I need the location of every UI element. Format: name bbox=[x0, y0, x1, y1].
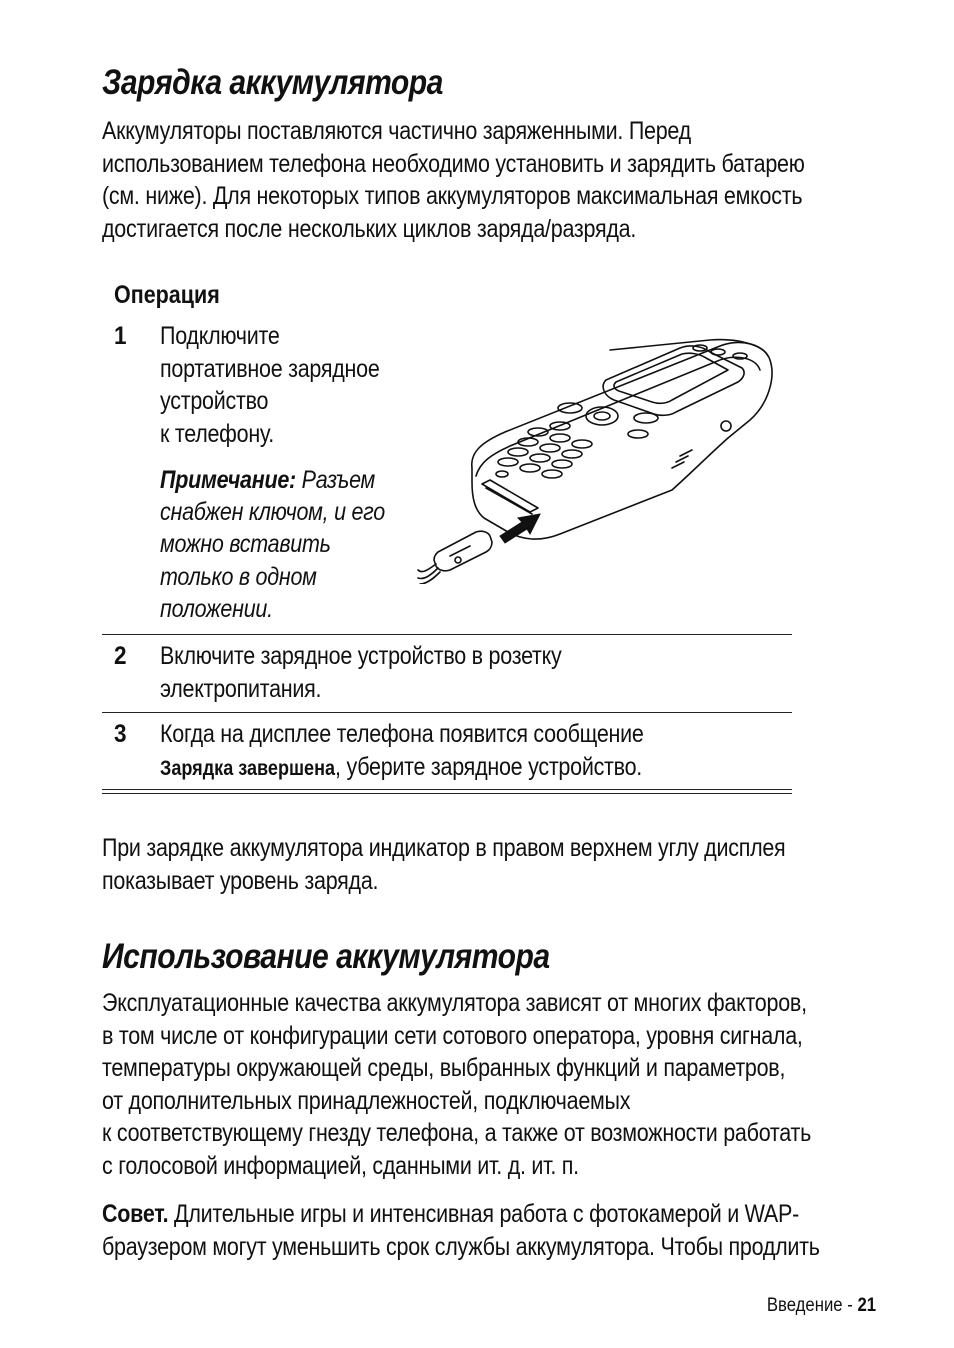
page-footer bbox=[767, 1294, 876, 1318]
note-line bbox=[160, 464, 385, 496]
step-number: 2 bbox=[114, 642, 127, 670]
para-line: Эксплуатационные качества аккумулятора зависят от многих факторов, bbox=[102, 989, 807, 1017]
para-line: к соответствующему гнезду телефона, а также от возможности работать bbox=[102, 1119, 812, 1147]
footer-section: Введение - bbox=[766, 1295, 858, 1316]
note-line: можно вставить bbox=[160, 530, 331, 559]
step-line: электропитания. bbox=[160, 674, 322, 703]
note-line: снабжен ключом, и его bbox=[160, 498, 385, 527]
tip-label: Совет. bbox=[102, 1200, 169, 1228]
table-end-rule bbox=[102, 789, 792, 790]
step-line: к телефону. bbox=[160, 419, 274, 448]
step-divider bbox=[102, 712, 792, 713]
note-text: Разъем bbox=[295, 466, 376, 494]
charger-plug bbox=[434, 531, 492, 571]
table-end-rule bbox=[102, 793, 792, 794]
para-line: с голосовой информацией, сданными ит. д. ит. п. bbox=[102, 1151, 579, 1180]
para-line: достигается после нескольких циклов заряда/разряда. bbox=[102, 214, 637, 243]
para-line: При зарядке аккумулятора индикатор в правом верхнем углу дисплея bbox=[102, 834, 786, 862]
display-message: Зарядка завершена bbox=[160, 756, 336, 780]
step-number: 1 bbox=[114, 322, 127, 350]
step-line: Подключите bbox=[160, 322, 280, 350]
page-number: 21 bbox=[857, 1295, 876, 1316]
step-line: портативное зарядное bbox=[160, 354, 380, 383]
battery-use-paragraph bbox=[102, 987, 876, 1182]
step-line bbox=[160, 751, 644, 786]
tip-text: Длительные игры и интенсивная работа с фотокамерой и WAP- bbox=[168, 1200, 799, 1228]
step-line: Включите зарядное устройство в розетку bbox=[160, 642, 562, 670]
nav-key bbox=[586, 407, 618, 425]
para-line: в том числе от конфигурации сети сотового оператора, уровня сигнала, bbox=[102, 1021, 803, 1050]
section-title-battery-use: Использование аккумулятора bbox=[102, 937, 550, 976]
step-1-text bbox=[160, 320, 380, 450]
para-line: показывает уровень заряда. bbox=[102, 866, 379, 895]
tip-line: браузером могут уменьшить срок службы аккумулятора. Чтобы продлить bbox=[102, 1232, 820, 1261]
step-3-text bbox=[160, 718, 644, 785]
indicator-paragraph bbox=[102, 832, 876, 897]
headset-jack bbox=[721, 421, 731, 431]
step-divider bbox=[102, 634, 792, 635]
phone-body bbox=[472, 342, 772, 539]
step-line: Когда на дисплее телефона появится сообщение bbox=[160, 720, 644, 748]
step-number: 3 bbox=[114, 720, 127, 748]
note-label: Примечание: bbox=[160, 466, 296, 494]
para-line: (см. ниже). Для некоторых типов аккумуляторов максимальная емкость bbox=[102, 182, 803, 210]
charger-socket bbox=[482, 480, 538, 512]
para-line: температуры окружающей среды, выбранных функций и параметров, bbox=[102, 1054, 786, 1082]
step-1-note bbox=[160, 464, 385, 625]
phone-charger-illustration bbox=[410, 334, 780, 584]
tip-line bbox=[102, 1198, 876, 1231]
charging-intro-paragraph bbox=[102, 115, 876, 245]
section-title-charging: Зарядка аккумулятора bbox=[102, 63, 443, 102]
step-line: устройство bbox=[160, 387, 269, 415]
para-line: использованием телефона необходимо установить и зарядить батарею bbox=[102, 149, 805, 178]
keypad bbox=[496, 428, 592, 478]
phone-screen bbox=[603, 346, 744, 415]
note-line: только в одном bbox=[160, 562, 317, 591]
para-line: от дополнительных принадлежностей, подключаемых bbox=[102, 1086, 631, 1115]
note-line: положении. bbox=[160, 594, 273, 623]
tip-paragraph bbox=[102, 1198, 876, 1263]
para-line: Аккумуляторы поставляются частично заряженными. Перед bbox=[102, 117, 691, 145]
step-line-rest: , уберите зарядное устройство. bbox=[335, 752, 642, 781]
operation-heading: Операция bbox=[114, 281, 220, 309]
step-2-text bbox=[160, 640, 562, 705]
